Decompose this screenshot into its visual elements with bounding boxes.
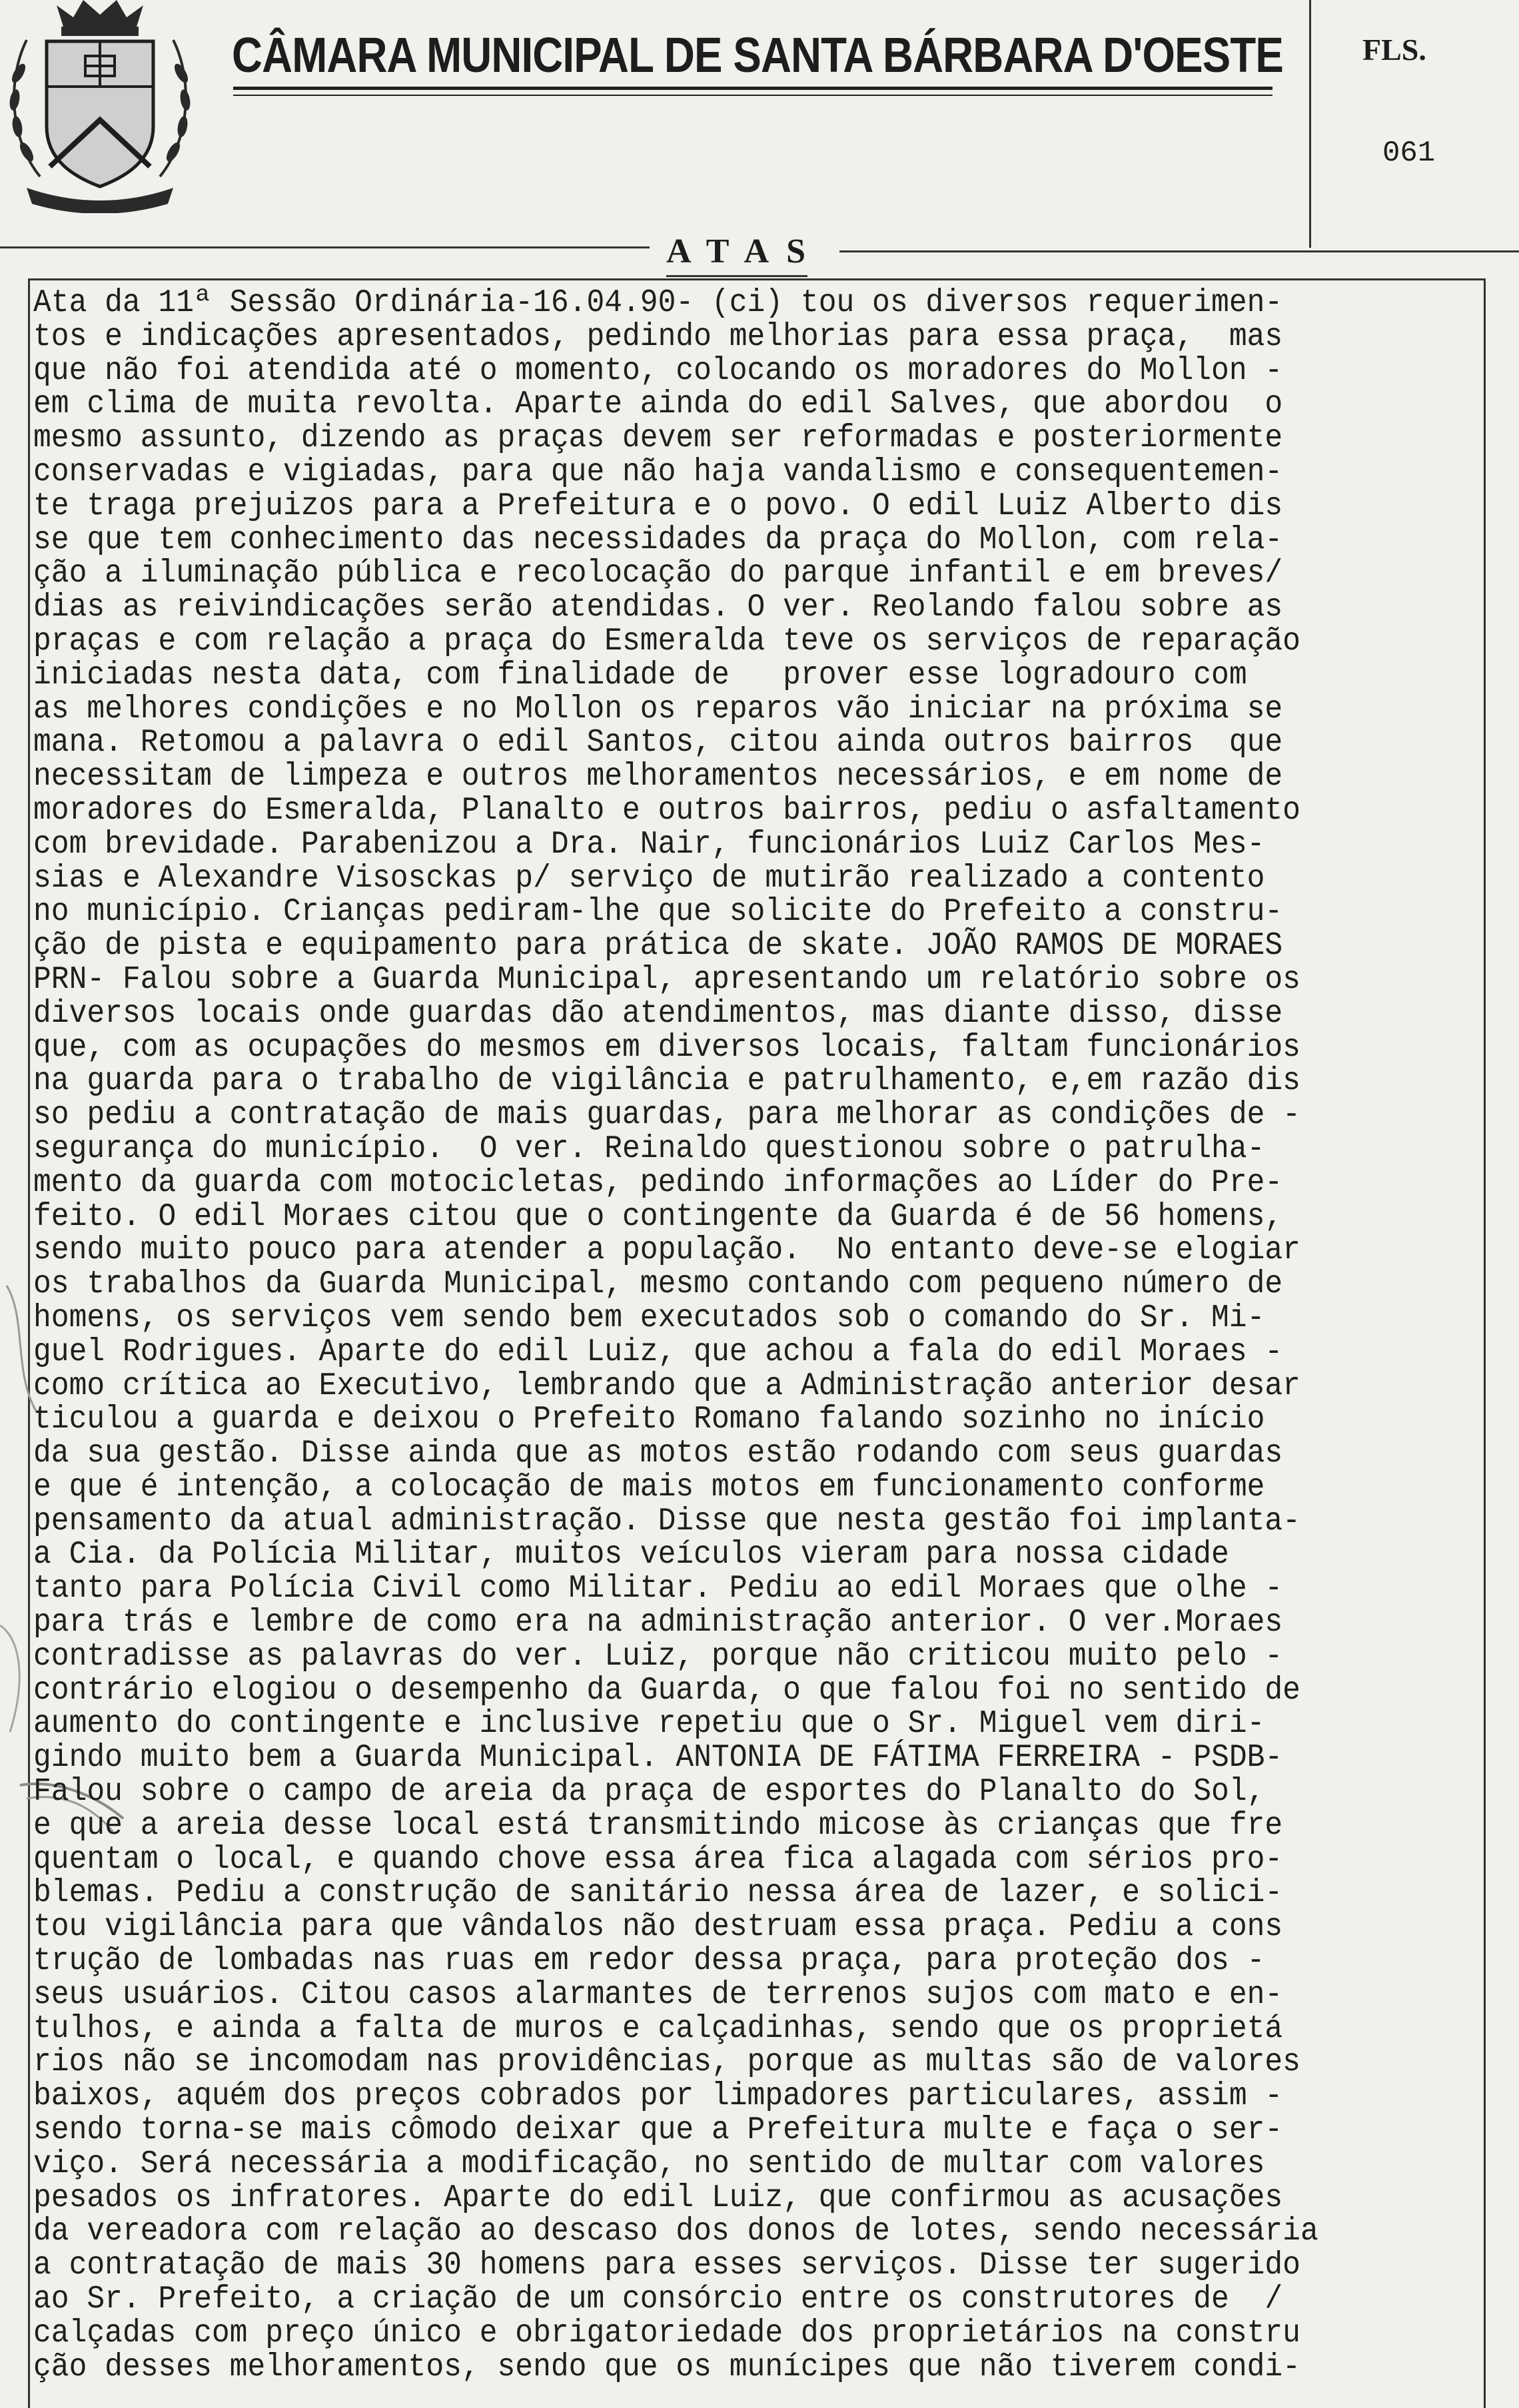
text-line: baixos, aquém dos preços cobrados por limpadores particulares, assim - (33, 2078, 1283, 2115)
heading-rule-right (839, 250, 1519, 252)
text-line: blemas. Pediu a construção de sanitário nessa área de lazer, e solici- (33, 1875, 1283, 1912)
text-line: homens, os serviços vem sendo bem executados sob o comando do Sr. Mi- (33, 1300, 1265, 1336)
text-line: dias as reivindicações serão atendidas. O ver. Reolando falou sobre as (33, 590, 1283, 626)
text-line: diversos locais onde guardas dão atendimentos, mas diante disso, disse (33, 995, 1283, 1032)
text-line: tou vigilância para que vândalos não destruam essa praça. Pediu a cons (33, 1909, 1283, 1946)
text-line: a Cia. da Polícia Militar, muitos veículos vieram para nossa cidade (33, 1537, 1229, 1573)
text-line: na guarda para o trabalho de vigilância e patrulhamento, e,em razão dis (33, 1063, 1300, 1100)
text-line: como crítica ao Executivo, lembrando que a Administração anterior desar (33, 1368, 1300, 1404)
text-line: ção a iluminação pública e recolocação do parque infantil e em breves/ (33, 556, 1283, 592)
text-line: mento da guarda com motocicletas, pedindo informações ao Líder do Pre- (33, 1164, 1283, 1201)
text-line: gindo muito bem a Guarda Municipal. ANTONIA DE FÁTIMA FERREIRA - PSDB- (33, 1740, 1283, 1777)
text-line: moradores do Esmeralda, Planalto e outros bairros, pediu o asfaltamento (33, 792, 1300, 829)
text-line: no município. Crianças pediram-lhe que solicite do Prefeito a constru- (33, 894, 1283, 931)
text-line: aumento do contingente e inclusive repetiu que o Sr. Miguel vem diri- (33, 1706, 1265, 1743)
text-line: feito. O edil Moraes citou que o contingente da Guarda é de 56 homens, (33, 1198, 1283, 1235)
text-line: ção de pista e equipamento para prática de skate. JOÃO RAMOS DE MORAES (33, 928, 1283, 965)
text-line: ção desses melhoramentos, sendo que os munícipes que não tiverem condi- (33, 2349, 1300, 2385)
text-line: e que é intenção, a colocação de mais motos em funcionamento conforme (33, 1469, 1265, 1505)
text-line: praças e com relação a praça do Esmeralda teve os serviços de reparação (33, 623, 1300, 659)
text-line: conservadas e vigiadas, para que não haja vandalismo e consequentemen- (33, 454, 1283, 490)
text-line: viço. Será necessária a modificação, no sentido de multar com valores (33, 2146, 1265, 2182)
text-line: iniciadas nesta data, com finalidade de prover esse logradouro com (33, 657, 1247, 693)
text-line: te traga prejuizos para a Prefeitura e o povo. O edil Luiz Alberto dis (33, 488, 1283, 524)
text-line: segurança do município. O ver. Reinaldo questionou sobre o patrulha- (33, 1130, 1265, 1167)
text-line: tos e indicações apresentados, pedindo melhorias para essa praça, mas (33, 318, 1283, 355)
text-line: as melhores condições e no Mollon os reparos vão iniciar na próxima se (33, 691, 1283, 727)
organization-title: CÂMARA MUNICIPAL DE SANTA BÁRBARA D'OESTE (232, 27, 1283, 83)
text-line: so pediu a contratação de mais guardas, para melhorar as condições de - (33, 1097, 1300, 1134)
text-line: sias e Alexandre Visosckas p/ serviço de mutirão realizado a contento (33, 860, 1265, 897)
text-line: e que a areia desse local está transmitindo micose às crianças que fre (33, 1807, 1283, 1844)
folio-label: FLS. (1362, 33, 1426, 67)
text-line: os trabalhos da Guarda Municipal, mesmo contando com pequeno número de (33, 1266, 1283, 1303)
text-line: mesmo assunto, dizendo as praças devem ser reformadas e posteriormente (33, 420, 1283, 457)
text-line: pensamento da atual administração. Disse que nesta gestão foi implanta- (33, 1503, 1300, 1539)
text-line: mana. Retomou a palavra o edil Santos, citou ainda outros bairros que (33, 725, 1283, 761)
text-line: guel Rodrigues. Aparte do edil Luiz, que achou a fala do edil Moraes - (33, 1334, 1283, 1370)
text-line: em clima de muita revolta. Aparte ainda do edil Salves, que abordou o (33, 386, 1283, 423)
text-line: da sua gestão. Disse ainda que as motos estão rodando com seus guardas (33, 1435, 1283, 1472)
text-line: com brevidade. Parabenizou a Dra. Nair, funcionários Luiz Carlos Mes- (33, 826, 1265, 863)
page-number: 061 (1382, 137, 1436, 170)
text-line: sendo torna-se mais cômodo deixar que a Prefeitura multe e faça o ser- (33, 2112, 1283, 2149)
text-line: Falou sobre o campo de areia da praça de esportes do Planalto do Sol, (33, 1774, 1265, 1810)
text-line: contradisse as palavras do ver. Luiz, porque não criticou muito pelo - (33, 1638, 1283, 1675)
municipal-seal-icon (0, 0, 200, 213)
text-line: quentam o local, e quando chove essa área fica alagada com sérios pro- (33, 1841, 1283, 1878)
text-line: contrário elogiou o desempenho da Guarda, o que falou foi no sentido de (33, 1672, 1300, 1709)
text-line: pesados os infratores. Aparte do edil Luiz, que confirmou as acusações (33, 2180, 1283, 2216)
text-line: PRN- Falou sobre a Guarda Municipal, apresentando um relatório sobre os (33, 961, 1300, 998)
minutes-text (33, 286, 1479, 2384)
text-line: necessitam de limpeza e outros melhoramentos necessários, e em nome de (33, 759, 1283, 795)
text-line: se que tem conhecimento das necessidades da praça do Mollon, com rela- (33, 522, 1283, 558)
text-line: a contratação de mais 30 homens para esses serviços. Disse ter sugerido (33, 2247, 1300, 2284)
text-line: que não foi atendida até o momento, colocando os moradores do Mollon - (33, 352, 1283, 389)
text-line: seus usuários. Citou casos alarmantes de terrenos sujos com mato e en- (33, 1976, 1283, 2013)
section-title: ATAS (666, 232, 823, 270)
text-line: tulhos, e ainda a falta de muros e calçadinhas, sendo que os proprietá (33, 2010, 1283, 2047)
text-line: calçadas com preço único e obrigatoriedade dos proprietários na constru (33, 2315, 1300, 2351)
folio-divider (1309, 0, 1311, 248)
text-line: Ata da 11ª Sessão Ordinária-16.04.90- (ci) tou os diversos requerimen- (33, 285, 1283, 321)
text-line: tanto para Polícia Civil como Militar. Pediu ao edil Moraes que olhe - (33, 1571, 1283, 1607)
text-line: trução de lombadas nas ruas em redor dessa praça, para proteção dos - (33, 1943, 1265, 1980)
section-title-underline (666, 275, 807, 277)
text-line: da vereadora com relação ao descaso dos donos de lotes, sendo necessária (33, 2213, 1318, 2250)
text-line: ticulou a guarda e deixou o Prefeito Romano falando sozinho no início (33, 1402, 1265, 1438)
title-rule-thin (233, 95, 1272, 96)
heading-rule-left (0, 246, 650, 248)
text-line: para trás e lembre de como era na administração anterior. O ver.Moraes (33, 1605, 1283, 1641)
text-line: ao Sr. Prefeito, a criação de um consórcio entre os construtores de / (33, 2281, 1283, 2318)
text-line: sendo muito pouco para atender a população. No entanto deve-se elogiar (33, 1232, 1300, 1269)
text-line: rios não se incomodam nas providências, porque as multas são de valores (33, 2044, 1300, 2081)
title-rule (233, 87, 1272, 90)
text-line: que, com as ocupações do mesmos em diversos locais, faltam funcionários (33, 1029, 1300, 1066)
